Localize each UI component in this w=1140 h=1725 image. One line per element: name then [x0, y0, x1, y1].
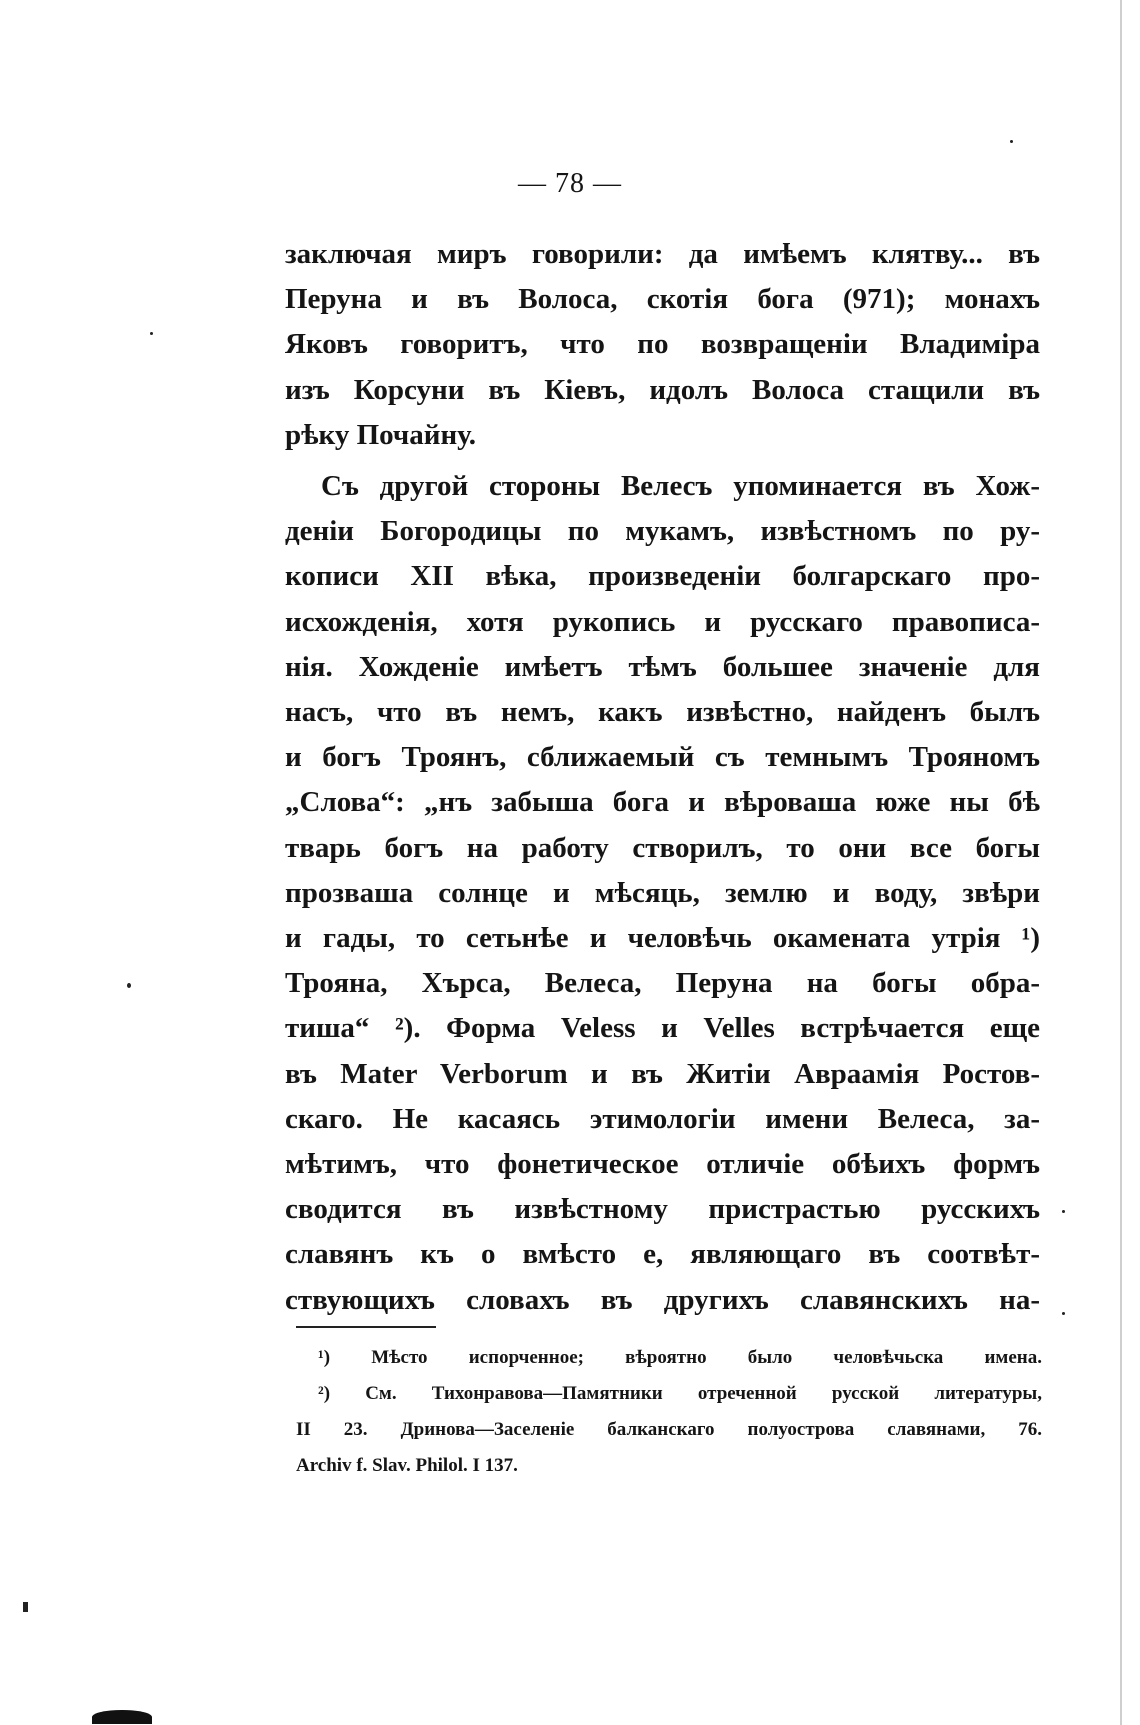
body-text — [285, 232, 1040, 1323]
footnote-line: II 23. Дринова—Заселеніе балканскаго полуострова славянами, 76. — [296, 1419, 1042, 1440]
text-line: Яковъ говоритъ, что по возвращеніи Владиміра — [285, 328, 1040, 361]
scan-speck — [1062, 1210, 1065, 1213]
text-line: сводится въ извѣстному пристрастью русскихъ — [285, 1193, 1040, 1226]
footnotes — [296, 1340, 1042, 1484]
page-number: — 78 — — [518, 168, 622, 199]
text-line: деніи Богородицы по мукамъ, извѣстномъ по ру- — [285, 515, 1040, 548]
scan-speck — [23, 1602, 28, 1612]
text-line: въ Mater Verborum и въ Житіи Авраамія Ростов- — [285, 1057, 1040, 1090]
text-line: прозваша солнце и мѣсяць, землю и воду, звѣри — [285, 876, 1040, 909]
text-line: заключая миръ говорили: да имѣемъ клятву... въ — [285, 238, 1040, 270]
text-line: кописи XII вѣка, произведеніи болгарскаго про- — [285, 560, 1040, 593]
text-line: Съ другой стороны Велесъ упоминается въ Хож- — [321, 470, 1040, 503]
text-line: насъ, что въ немъ, какъ извѣстно, найденъ былъ — [285, 696, 1040, 729]
text-line: нія. Хожденіе имѣетъ тѣмъ большее значеніе для — [285, 650, 1040, 683]
text-line: Трояна, Хърса, Велеса, Перуна на богы обра- — [285, 967, 1040, 1000]
scan-speck — [127, 983, 131, 988]
text-line: тварь богъ на работу створилъ, то они все богы — [285, 831, 1040, 864]
text-line: славянъ къ о вмѣсто е, являющаго въ соотвѣт- — [285, 1238, 1040, 1271]
scan-speck — [1010, 140, 1013, 143]
text-line: исхожденія, хотя рукопись и русскаго правописа- — [285, 605, 1040, 638]
footnote-rule — [296, 1326, 436, 1328]
text-line: тиша“ ²). Форма Veless и Velles встрѣчается еще — [285, 1012, 1040, 1045]
text-line: изъ Корсуни въ Кіевъ, идолъ Волоса стащили въ — [285, 373, 1040, 406]
footnote-line: Archiv f. Slav. Philol. I 137. — [296, 1455, 518, 1476]
text-line: скаго. Не касаясь этимологіи имени Велеса, за- — [285, 1102, 1040, 1135]
text-line: и гады, то сетьнѣе и человѣчь окамената утрія ¹) — [285, 922, 1040, 955]
text-line: рѣку Почайну. — [285, 418, 477, 451]
text-line: мѣтимъ, что фонетическое отличіе обѣихъ формъ — [285, 1148, 1040, 1181]
footnote-line: ¹) Мѣсто испорченное; вѣроятно было человѣчьска имена. — [318, 1347, 1042, 1368]
scan-speck — [150, 332, 153, 335]
scan-blot — [92, 1710, 152, 1724]
footnote-line: ²) См. Тихонравова—Памятники отреченной русской литературы, — [318, 1383, 1042, 1404]
text-line: и богъ Троянъ, сближаемый съ темнымъ Трояномъ — [285, 741, 1040, 774]
text-line: Перуна и въ Волоса, скотія бога (971); монахъ — [285, 283, 1040, 316]
text-line: ствующихъ словахъ въ другихъ славянскихъ на- — [285, 1283, 1040, 1316]
page-edge-line — [1120, 0, 1122, 1725]
scan-speck — [1062, 1312, 1065, 1315]
text-line: „Слова“: „нъ забыша бога и вѣроваша юже ны бѣ — [285, 786, 1040, 819]
